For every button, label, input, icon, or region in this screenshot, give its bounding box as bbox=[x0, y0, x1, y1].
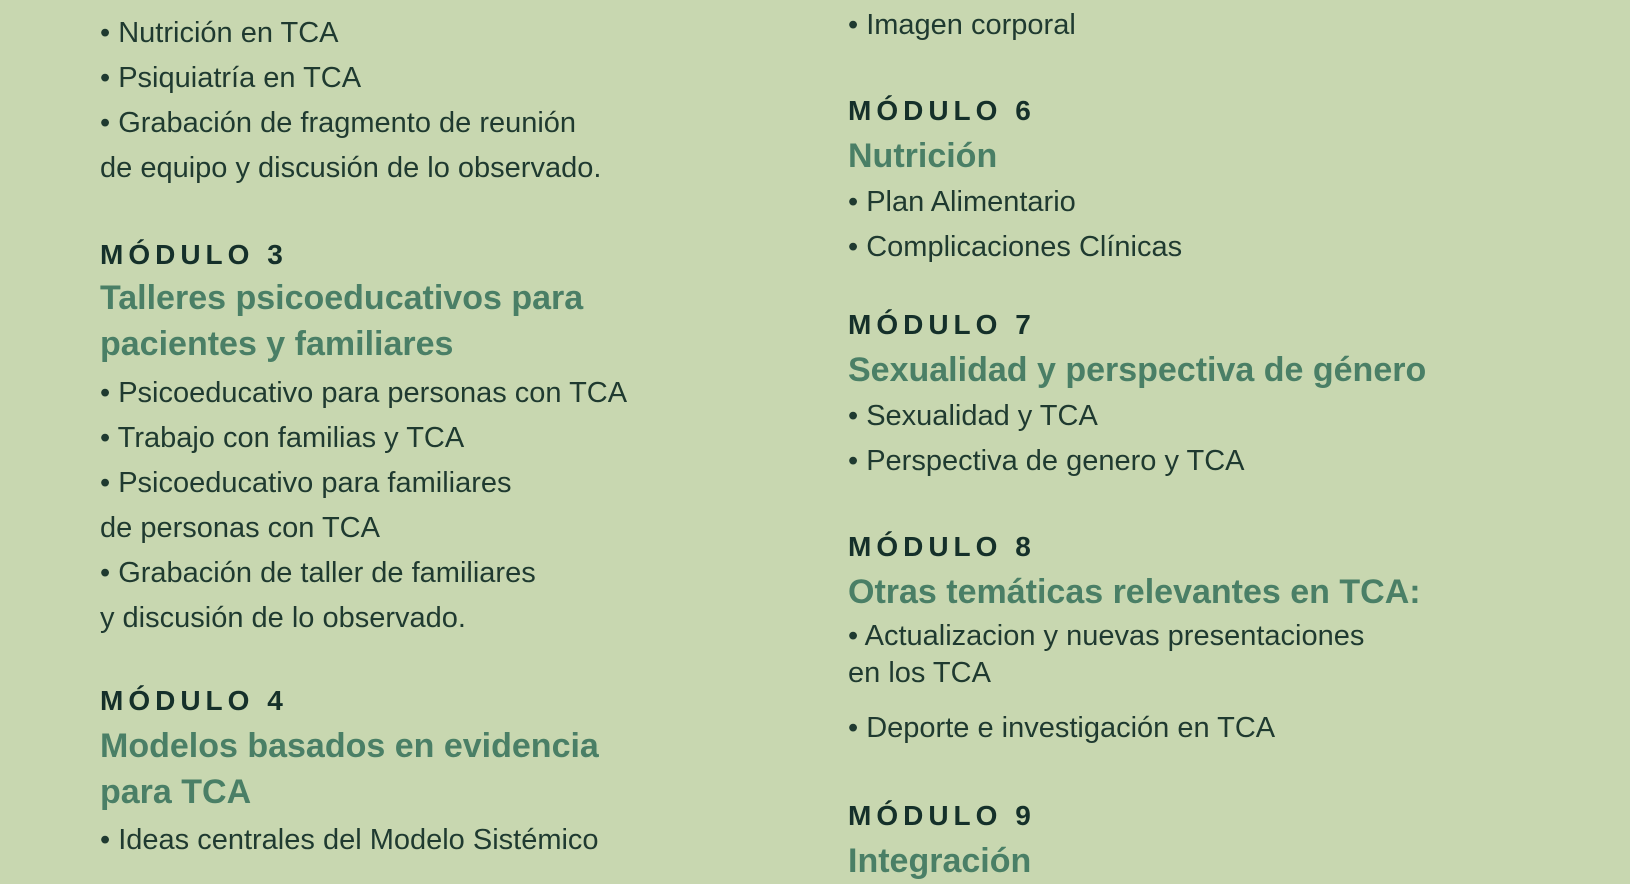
module-6-label: MÓDULO 6 bbox=[848, 95, 1036, 126]
list-item: • Psicoeducativo para familiares de personas con TCA bbox=[100, 467, 512, 544]
list-item: • Complicaciones Clínicas bbox=[848, 231, 1183, 263]
list-item: • Psiquiatría en TCA bbox=[100, 62, 362, 94]
list-item: • Actualizacion y nuevas presentaciones en los TCA bbox=[848, 620, 1365, 689]
module-3-title: Talleres psicoeducativos para pacientes y familiares bbox=[100, 279, 584, 363]
list-item: • Grabación de fragmento de reunión de equipo y discusión de lo observado. bbox=[100, 107, 602, 184]
module-9-title: Integración bbox=[848, 842, 1032, 880]
module-6-title: Nutrición bbox=[848, 137, 998, 175]
module-3-label: MÓDULO 3 bbox=[100, 239, 288, 270]
list-item: • Plan Alimentario bbox=[848, 186, 1076, 218]
list-item: • Sexualidad y TCA bbox=[848, 400, 1098, 432]
list-item: • Perspectiva de genero y TCA bbox=[848, 445, 1245, 477]
list-item: • Ideas centrales del Modelo Sistémico bbox=[100, 824, 599, 856]
list-item: • Deporte e investigación en TCA bbox=[848, 712, 1276, 744]
module-7-title: Sexualidad y perspectiva de género bbox=[848, 351, 1427, 389]
list-item: • Psicoeducativo para personas con TCA bbox=[100, 377, 628, 409]
list-item: • Nutrición en TCA bbox=[100, 17, 339, 49]
list-item: • Grabación de taller de familiares y discusión de lo observado. bbox=[100, 557, 536, 634]
module-4-label: MÓDULO 4 bbox=[100, 685, 288, 716]
module-7-label: MÓDULO 7 bbox=[848, 309, 1036, 340]
list-item: • Trabajo con familias y TCA bbox=[100, 422, 465, 454]
module-8-title: Otras temáticas relevantes en TCA: bbox=[848, 573, 1421, 611]
module-4-title: Modelos basados en evidencia para TCA bbox=[100, 727, 599, 811]
module-8-label: MÓDULO 8 bbox=[848, 531, 1036, 562]
list-item: • Imagen corporal bbox=[848, 9, 1076, 41]
module-9-label: MÓDULO 9 bbox=[848, 800, 1036, 831]
